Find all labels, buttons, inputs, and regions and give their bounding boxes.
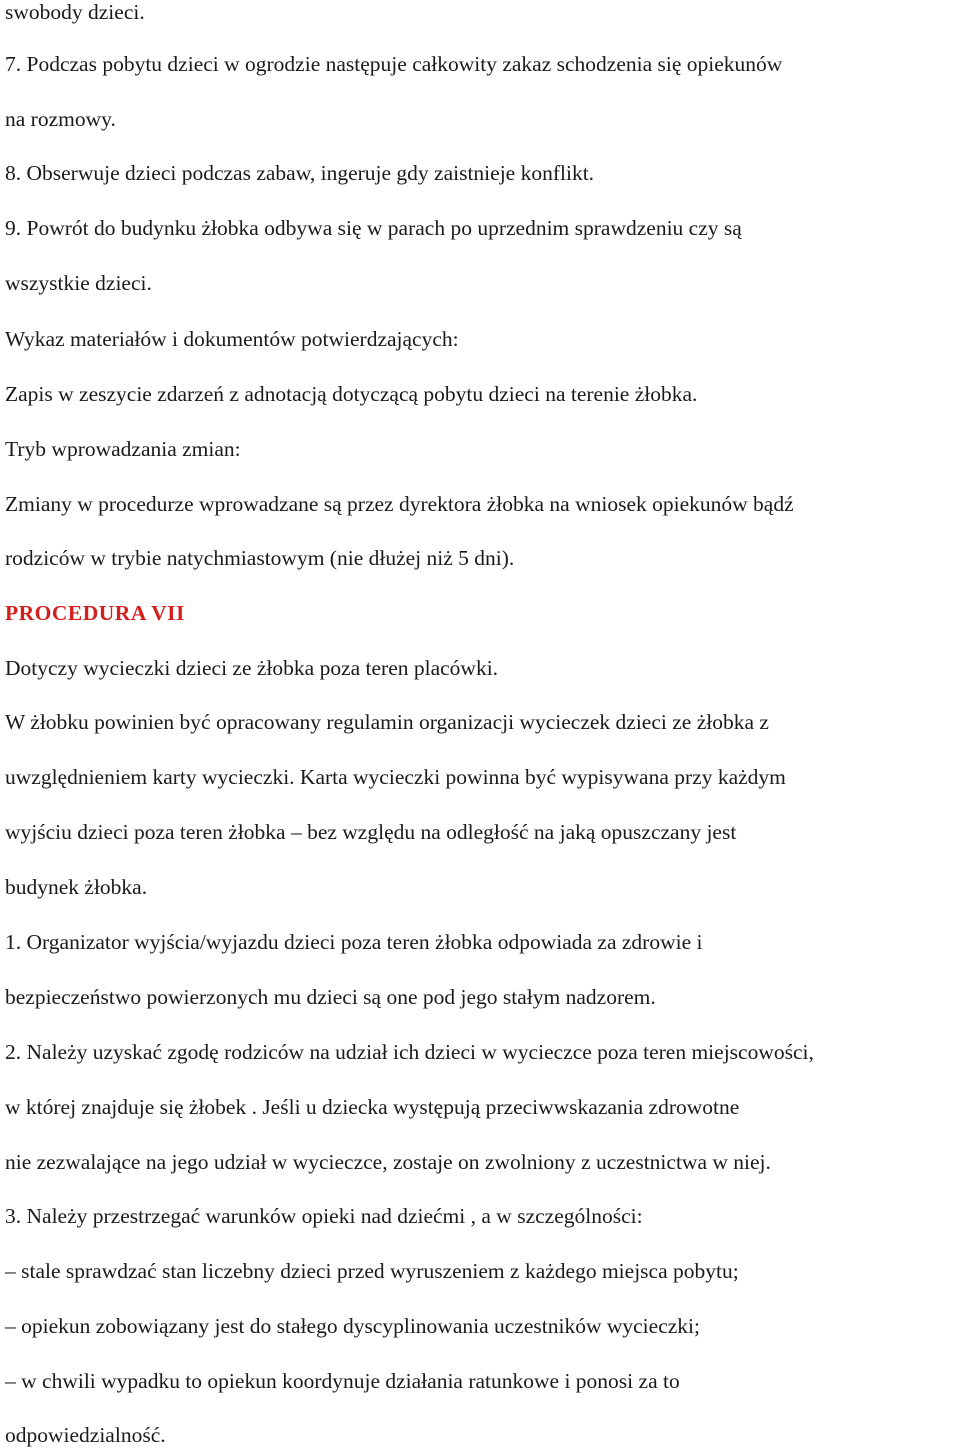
text-line: 1. Organizator wyjścia/wyjazdu dzieci poza teren żłobka odpowiada za zdrowie i <box>5 930 703 954</box>
text-line: Tryb wprowadzania zmian: <box>5 437 241 461</box>
text-line: rodziców w trybie natychmiastowym (nie dłużej niż 5 dni). <box>5 546 515 570</box>
text-line: 9. Powrót do budynku żłobka odbywa się w parach po uprzednim sprawdzeniu czy są <box>5 216 742 240</box>
text-line: Wykaz materiałów i dokumentów potwierdzających: <box>5 327 459 351</box>
text-line: wszystkie dzieci. <box>5 271 152 295</box>
text-line: Zmiany w procedurze wprowadzane są przez dyrektora żłobka na wniosek opiekunów bądź <box>5 492 794 516</box>
procedure-heading: PROCEDURA VII <box>5 601 185 625</box>
text-line: wyjściu dzieci poza teren żłobka – bez względu na odległość na jaką opuszczany jest <box>5 820 737 844</box>
text-line: budynek żłobka. <box>5 875 148 899</box>
list-item: – opiekun zobowiązany jest do stałego dyscyplinowania uczestników wycieczki; <box>5 1314 700 1338</box>
text-line: W żłobku powinien być opracowany regulamin organizacji wycieczek dzieci ze żłobka z <box>5 710 769 734</box>
text-line: nie zezwalające na jego udział w wycieczce, zostaje on zwolniony z uczestnictwa w niej. <box>5 1150 771 1174</box>
text-line: 8. Obserwuje dzieci podczas zabaw, ingeruje gdy zaistnieje konflikt. <box>5 161 595 185</box>
text-line: bezpieczeństwo powierzonych mu dzieci są one pod jego stałym nadzorem. <box>5 985 656 1009</box>
list-item: – stale sprawdzać stan liczebny dzieci przed wyruszeniem z każdego miejsca pobytu; <box>5 1259 739 1283</box>
text-line: na rozmowy. <box>5 107 116 131</box>
text-line: Zapis w zeszycie zdarzeń z adnotacją dotyczącą pobytu dzieci na terenie żłobka. <box>5 382 698 406</box>
text-line: 2. Należy uzyskać zgodę rodziców na udział ich dzieci w wycieczce poza teren miejscowości, <box>5 1040 814 1064</box>
text-line: uwzględnieniem karty wycieczki. Karta wycieczki powinna być wypisywana przy każdym <box>5 765 786 789</box>
list-item: – w chwili wypadku to opiekun koordynuje działania ratunkowe i ponosi za to <box>5 1369 680 1393</box>
text-line: 7. Podczas pobytu dzieci w ogrodzie następuje całkowity zakaz schodzenia się opiekunów <box>5 52 783 76</box>
text-line: swobody dzieci. <box>5 0 145 24</box>
text-line: Dotyczy wycieczki dzieci ze żłobka poza teren placówki. <box>5 656 499 680</box>
text-line: 3. Należy przestrzegać warunków opieki nad dziećmi , a w szczególności: <box>5 1204 643 1228</box>
text-line: w której znajduje się żłobek . Jeśli u dziecka występują przeciwwskazania zdrowotne <box>5 1095 740 1119</box>
text-line: odpowiedzialność. <box>5 1423 166 1447</box>
